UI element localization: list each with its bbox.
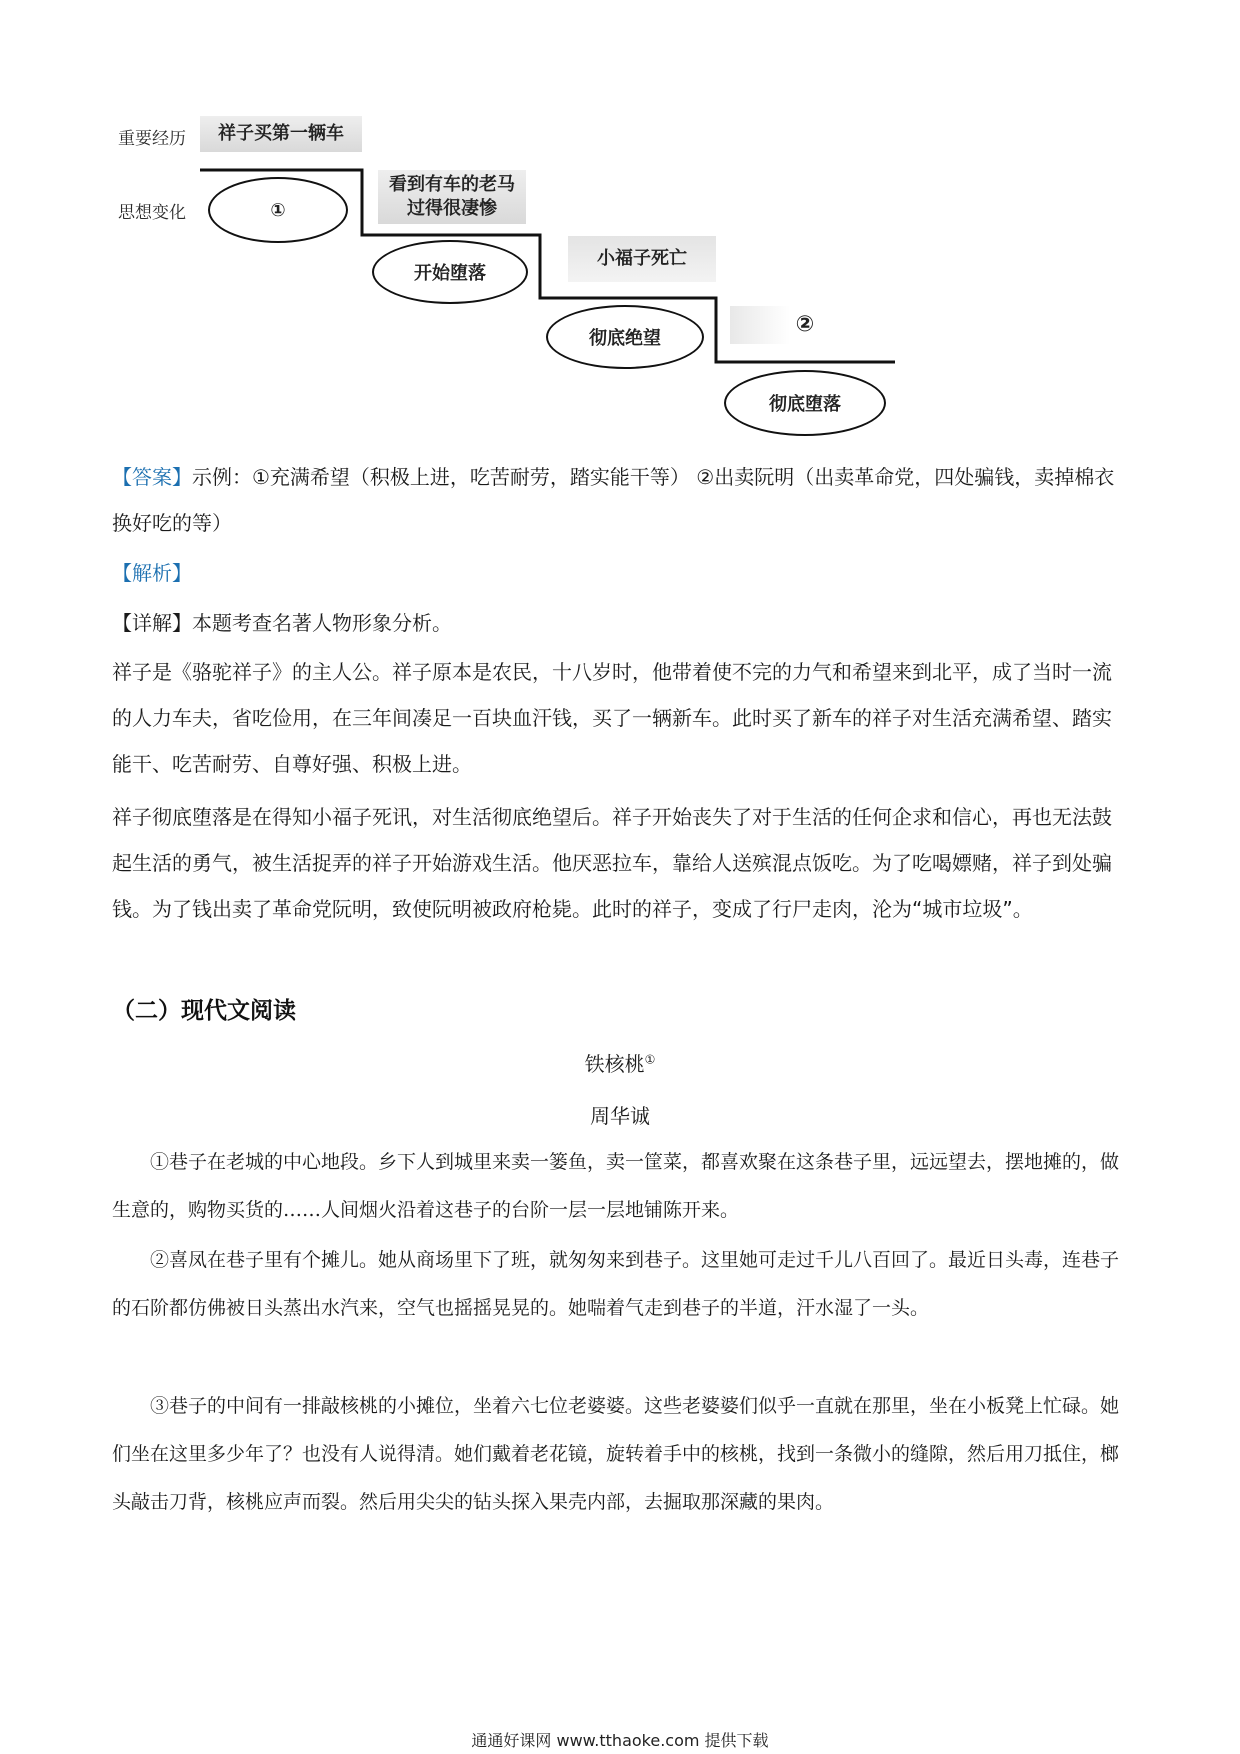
character-change-diagram — [0, 0, 1240, 450]
detail-paragraph — [112, 600, 1128, 646]
section-title: （二）现代文阅读 — [112, 998, 296, 1024]
article-title-footnote: ① — [644, 1052, 656, 1067]
article-author: 周华诚 — [590, 1104, 650, 1128]
label-thought-change: 思想变化 — [118, 203, 186, 223]
analysis-heading — [112, 550, 1128, 596]
stage-blank-1: ① — [208, 177, 348, 243]
answer-text: 示例：①充满希望（积极上进，吃苦耐劳，踏实能干等） ②出卖阮明（出卖革命党，四处骗钱，卖掉棉衣换好吃的等） — [112, 465, 1115, 535]
stage-total-despair: 彻底绝望 — [546, 305, 704, 369]
stage-begin-degenerate: 开始堕落 — [372, 240, 528, 304]
article-paragraph-1: ①巷子在老城的中心地段。乡下人到城里来卖一篓鱼，卖一筐菜，都喜欢聚在这条巷子里，远远望去，摆地摊的，做生意的，购物买货的……人间烟火沿着这巷子的台阶一层一层地铺陈开来。 — [112, 1151, 1120, 1221]
detail-tag: 【详解】 — [112, 611, 192, 635]
event-xiaofuzi-death: 小福子死亡 — [568, 236, 716, 282]
detail-text: 本题考查名著人物形象分析。 — [192, 611, 452, 635]
event-blank-2: ② — [730, 306, 880, 344]
staircase-lines — [0, 0, 1240, 450]
answer-paragraph — [112, 454, 1128, 546]
article-paragraph-2: ②喜凤在巷子里有个摊儿。她从商场里下了班，就匆匆来到巷子。这里她可走过千儿八百回了。最近日头毒，连巷子的石阶都仿佛被日头蒸出水汽来，空气也摇摇晃晃的。她喘着气走到巷子的半道，汗水湿了一头。 — [112, 1249, 1120, 1319]
article-paragraph-3: ③巷子的中间有一排敲核桃的小摊位，坐着六七位老婆婆。这些老婆婆们似乎一直就在那里，坐在小板凳上忙碌。她们坐在这里多少年了？也没有人说得清。她们戴着老花镜，旋转着手中的核桃，找到一条微小的缝隙，然后用刀抵住，榔头敲击刀背，核桃应声而裂。然后用尖尖的钻头探入果壳内部，去掘取那深藏的果肉。 — [112, 1395, 1120, 1513]
body-paragraph-1: 祥子是《骆驼祥子》的主人公。祥子原本是农民，十八岁时，他带着使不完的力气和希望来到北平，成了当时一流的人力车夫，省吃俭用，在三年间凑足一百块血汗钱，买了一辆新车。此时买了新车的祥子对生活充满希望、踏实能干、吃苦耐劳、自尊好强、积极上进。 — [112, 660, 1112, 776]
answer-tag: 【答案】 — [112, 465, 192, 489]
event-buy-first-car: 祥子买第一辆车 — [200, 116, 362, 152]
article-title — [0, 1048, 1240, 1077]
analysis-tag: 【解析】 — [112, 561, 192, 585]
page-footer: 通通好课网 www.tthaoke.com 提供下载 — [471, 1731, 769, 1750]
event-old-ma-miserable: 看到有车的老马 过得很凄惨 — [378, 170, 526, 224]
label-important-experience: 重要经历 — [118, 129, 186, 149]
body-paragraph-2: 祥子彻底堕落是在得知小福子死讯，对生活彻底绝望后。祥子开始丧失了对于生活的任何企求和信心，再也无法鼓起生活的勇气，被生活捉弄的祥子开始游戏生活。他厌恶拉车，靠给人送殡混点饭吃。为了吃喝嫖赌，祥子到处骗钱。为了钱出卖了革命党阮明，致使阮明被政府枪毙。此时的祥子，变成了行尸走肉，沦为“城市垃圾”。 — [112, 805, 1112, 921]
article-title-text: 铁核桃 — [584, 1052, 645, 1076]
stage-total-degenerate: 彻底堕落 — [724, 370, 886, 436]
